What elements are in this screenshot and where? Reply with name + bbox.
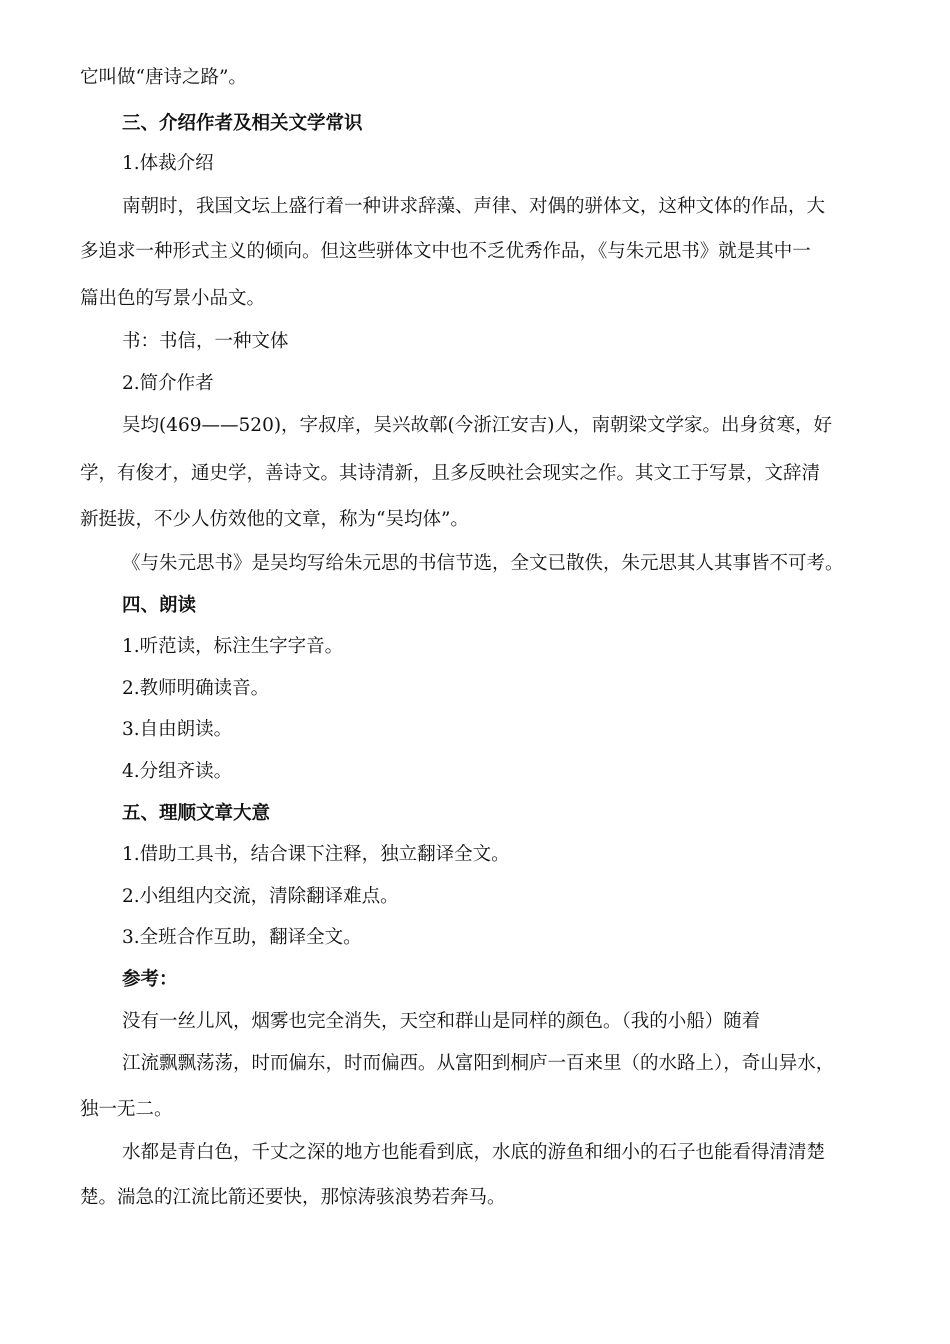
list-item: 1.听范读，标注生字字音。 bbox=[122, 636, 344, 657]
paragraph-line: 多追求一种形式主义的倾向。但这些骈体文中也不乏优秀作品，《与朱元思书》就是其中一 bbox=[80, 241, 811, 262]
reference-label: 参考： bbox=[122, 969, 178, 990]
section-heading: 五、理顺文章大意 bbox=[122, 803, 271, 824]
paragraph-line: 《与朱元思书》是吴均写给朱元思的书信节选，全文已散佚，朱元思其人其事皆不可考。 bbox=[122, 553, 844, 574]
paragraph-line: 南朝时，我国文坛上盛行着一种讲求辞藻、声律、对偶的骈体文，这种文体的作品，大 bbox=[122, 196, 826, 217]
paragraph-line: 独一无二。 bbox=[80, 1099, 173, 1120]
section-heading: 四、朗读 bbox=[122, 595, 197, 616]
paragraph-line: 它叫做“唐诗之路”。 bbox=[80, 67, 247, 88]
paragraph-line: 新挺拔，不少人仿效他的文章，称为“吴均体”。 bbox=[80, 509, 469, 530]
paragraph-line: 没有一丝儿风，烟雾也完全消失，天空和群山是同样的颜色。（我的小船）随着 bbox=[122, 1011, 761, 1032]
paragraph-line: 楚。湍急的江流比箭还要快，那惊涛骇浪势若奔马。 bbox=[80, 1187, 506, 1208]
paragraph-line: 江流飘飘荡荡，时而偏东，时而偏西。从富阳到桐庐一百来里（的水路上），奇山异水， bbox=[122, 1053, 835, 1074]
list-item: 4.分组齐读。 bbox=[122, 761, 233, 782]
paragraph-line: 水都是青白色，千丈之深的地方也能看到底，水底的游鱼和细小的石子也能看得清清楚 bbox=[122, 1142, 826, 1163]
list-item: 3.自由朗读。 bbox=[122, 719, 233, 740]
paragraph-line: 学，有俊才，通史学，善诗文。其诗清新，且多反映社会现实之作。其文工于写景，文辞清 bbox=[80, 463, 821, 484]
list-item: 3.全班合作互助，翻译全文。 bbox=[122, 927, 362, 948]
paragraph-line: 篇出色的写景小品文。 bbox=[80, 288, 266, 309]
list-item: 2.小组组内交流，清除翻译难点。 bbox=[122, 886, 399, 907]
paragraph-line: 书：书信，一种文体 bbox=[122, 331, 289, 352]
list-item: 1.借助工具书，结合课下注释，独立翻译全文。 bbox=[122, 844, 510, 865]
subsection-heading: 1.体裁介绍 bbox=[122, 153, 214, 174]
section-heading: 三、介绍作者及相关文学常识 bbox=[122, 113, 363, 134]
list-item: 2.教师明确读音。 bbox=[122, 678, 270, 699]
subsection-heading: 2.简介作者 bbox=[122, 373, 214, 394]
paragraph-line: 吴均(469——520)，字叔庠，吴兴故鄣(今浙江安吉)人，南朝梁文学家。出身贫寒，好 bbox=[122, 415, 832, 436]
